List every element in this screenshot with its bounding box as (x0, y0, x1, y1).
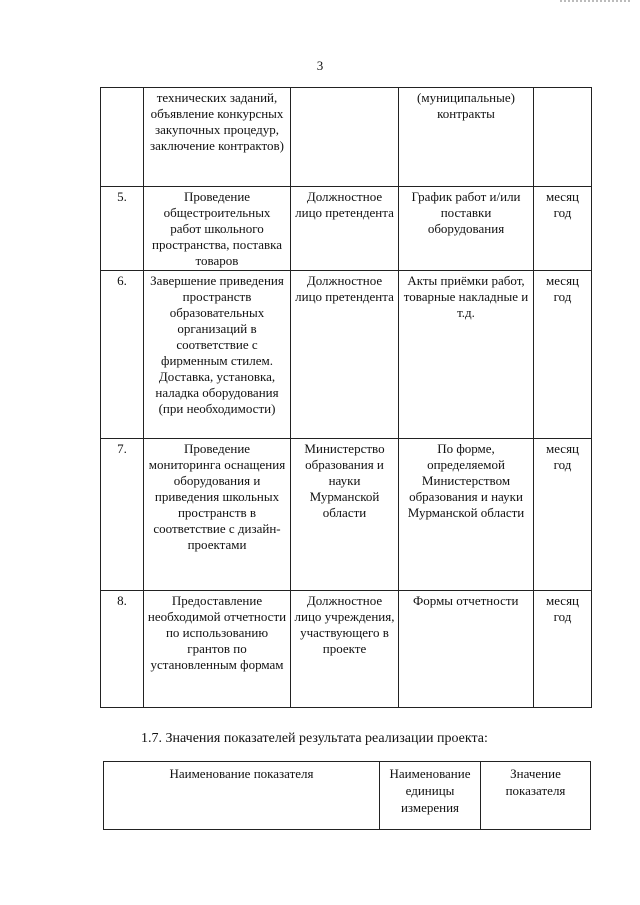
table-row (101, 271, 592, 439)
row-number (101, 88, 144, 187)
responsible-cell: Должностное лицо претендента (291, 187, 399, 271)
activity-cell: Проведение мониторинга оснащения оборудования и приведения школьных пространств в соответствие с дизайн-проектами (144, 439, 291, 591)
deadline-cell: месяц год (534, 439, 592, 591)
responsible-cell (291, 88, 399, 187)
document-cell: По форме, определяемой Министерством образования и науки Мурманской области (399, 439, 534, 591)
activity-cell: Завершение приведения пространств образовательных организаций в соответствие с фирменным стилем. Доставка, установка, наладка оборудования (при необходимости) (144, 271, 291, 439)
column-header: Наименование показателя (104, 762, 380, 830)
document-cell: (муниципальные) контракты (399, 88, 534, 187)
document-cell: График работ и/или поставки оборудования (399, 187, 534, 271)
row-number: 7. (101, 439, 144, 591)
table-row (101, 88, 592, 187)
indicators-table (103, 761, 591, 830)
document-cell: Акты приёмки работ, товарные накладные и т.д. (399, 271, 534, 439)
section-heading: 1.7. Значения показателей результата реализации проекта: (141, 731, 488, 746)
scan-mark (560, 0, 630, 8)
table-row (101, 187, 592, 271)
row-number: 5. (101, 187, 144, 271)
deadline-cell: месяц год (534, 187, 592, 271)
table-row (101, 439, 592, 591)
deadline-cell: месяц год (534, 591, 592, 708)
row-number: 8. (101, 591, 144, 708)
page-number: 3 (316, 58, 324, 73)
column-header: Наименование единицы измерения (380, 762, 481, 830)
document-cell: Формы отчетности (399, 591, 534, 708)
plan-table (100, 87, 592, 708)
responsible-cell: Должностное лицо претендента (291, 271, 399, 439)
responsible-cell: Министерство образования и науки Мурманской области (291, 439, 399, 591)
table-row (101, 591, 592, 708)
activity-cell: Проведение общестроительных работ школьного пространства, поставка товаров (144, 187, 291, 271)
responsible-cell: Должностное лицо учреждения, участвующего в проекте (291, 591, 399, 708)
table-header-row (104, 762, 591, 830)
column-header: Значение показателя (481, 762, 591, 830)
activity-cell: технических заданий, объявление конкурсных закупочных процедур, заключение контрактов) (144, 88, 291, 187)
deadline-cell (534, 88, 592, 187)
row-number: 6. (101, 271, 144, 439)
activity-cell: Предоставление необходимой отчетности по использованию грантов по установленным формам (144, 591, 291, 708)
deadline-cell: месяц год (534, 271, 592, 439)
